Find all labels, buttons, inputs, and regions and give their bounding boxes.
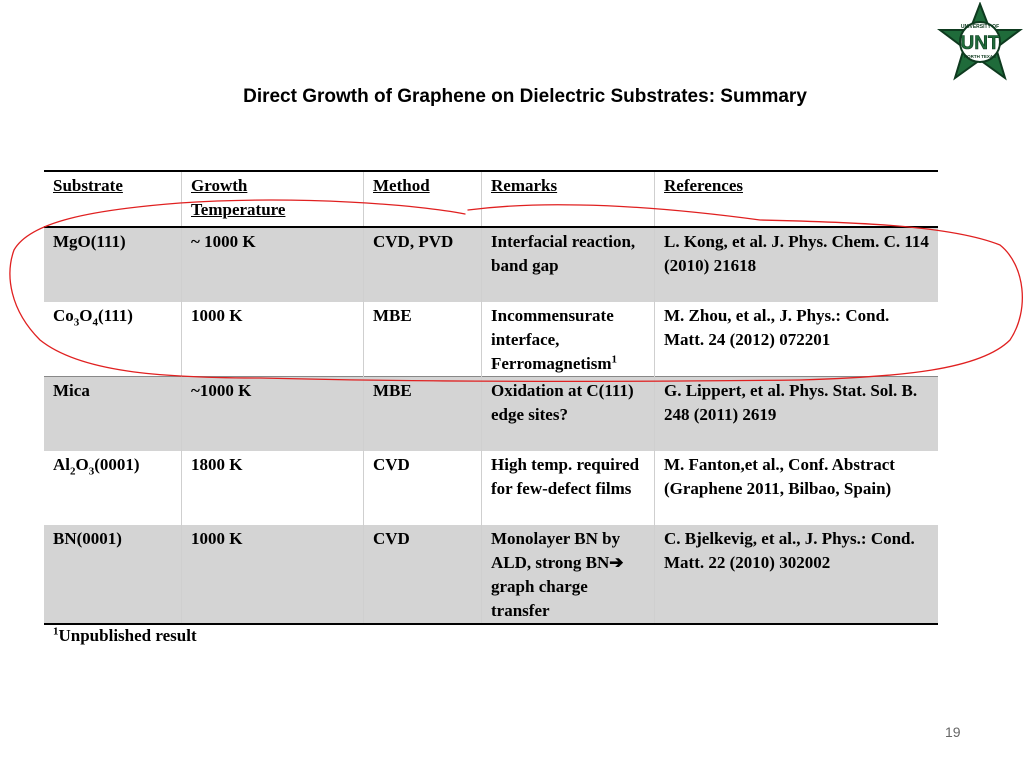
cell-substrate: BN(0001) <box>44 525 182 624</box>
footnote-text: Unpublished result <box>58 626 197 645</box>
cell-remarks: Interfacial reaction, band gap <box>482 227 655 302</box>
cell-references: M. Fanton,et al., Conf. Abstract (Graphene 2011, Bilbao, Spain) <box>655 451 939 525</box>
cell-remarks: Monolayer BN by ALD, strong BN➔ graph charge transfer <box>482 525 655 624</box>
cell-method: CVD, PVD <box>364 227 482 302</box>
unt-logo <box>936 2 1024 84</box>
table-row <box>44 377 938 452</box>
cell-temperature: ~1000 K <box>182 377 364 452</box>
table-row <box>44 525 938 624</box>
logo-text: UNT <box>960 33 1000 54</box>
footnote <box>53 626 197 646</box>
summary-table <box>44 170 938 625</box>
cell-method: CVD <box>364 525 482 624</box>
cell-method: MBE <box>364 302 482 377</box>
cell-method: CVD <box>364 451 482 525</box>
cell-substrate: $Co_3O_4(111)$ <box>53 306 133 329</box>
header-remarks: Remarks <box>482 171 655 227</box>
cell-temperature: 1000 K <box>182 525 364 624</box>
cell-remarks: High temp. required for few-defect films <box>482 451 655 525</box>
footnote-marker: 1 <box>611 353 618 366</box>
table-row <box>44 451 938 525</box>
header-method: Method <box>364 171 482 227</box>
cell-method: MBE <box>364 377 482 452</box>
page-number: 19 <box>945 724 961 740</box>
cell-references: M. Zhou, et al., J. Phys.: Cond. Matt. 24 (2012) 072201 <box>655 302 939 377</box>
cell-temperature: ~ 1000 K <box>182 227 364 302</box>
table-row <box>44 227 938 302</box>
logo-ring-bottom: NORTH TEXAS <box>963 54 997 59</box>
header-growth-line1: Growth <box>191 176 248 195</box>
arrow-icon: ➔ <box>609 553 624 572</box>
logo-ring-top: UNIVERSITY OF <box>960 24 1000 30</box>
cell-references: L. Kong, et al. J. Phys. Chem. C. 114 (2010) 21618 <box>655 227 939 302</box>
cell-substrate: Mica <box>44 377 182 452</box>
header-growth-temperature <box>182 171 364 227</box>
cell-substrate: $Al_2O_3(0001)$ <box>53 455 140 478</box>
cell-remarks: Oxidation at C(111) edge sites? <box>482 377 655 452</box>
cell-temperature: 1800 K <box>182 451 364 525</box>
cell-substrate: MgO(111) <box>44 227 182 302</box>
footnote-marker: 1 <box>53 625 59 638</box>
table-row <box>44 302 938 377</box>
table-header-row <box>44 171 938 227</box>
cell-remarks: Incommensurate interface, Ferromagnetism$^1$ <box>482 302 655 377</box>
cell-references: G. Lippert, et al. Phys. Stat. Sol. B. 248 (2011) 2619 <box>655 377 939 452</box>
header-references: References <box>655 171 939 227</box>
slide-title: Direct Growth of Graphene on Dielectric Substrates: Summary <box>243 86 807 107</box>
cell-temperature: 1000 K <box>182 302 364 377</box>
header-growth-line2: Temperature <box>191 200 286 219</box>
header-substrate: Substrate <box>44 171 182 227</box>
cell-references: C. Bjelkevig, et al., J. Phys.: Cond. Matt. 22 (2010) 302002 <box>655 525 939 624</box>
